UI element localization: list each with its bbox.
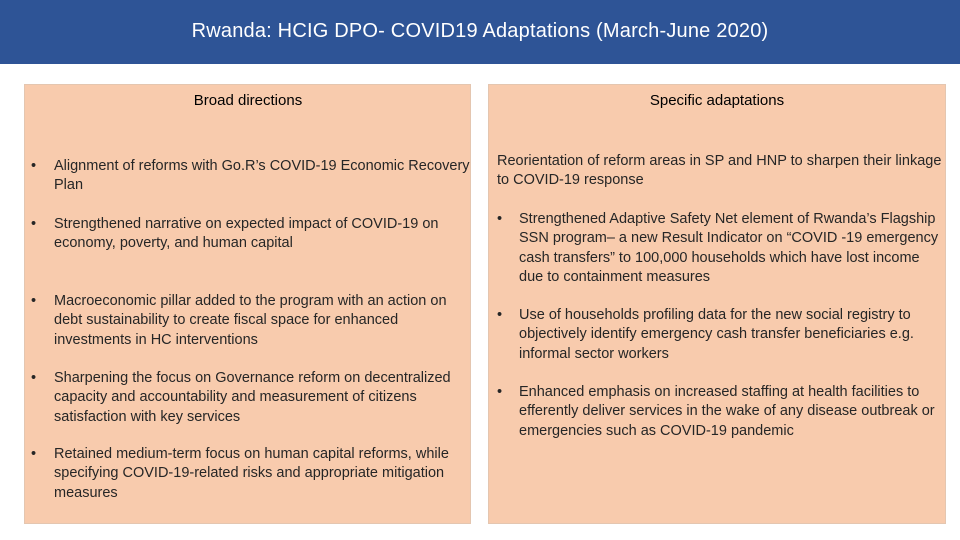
bullet-icon: • <box>31 293 37 309</box>
bullet-icon: • <box>31 216 37 232</box>
adaptation-text: Use of households profiling data for the new social registry to objectively identify emergency cash transfer beneficiaries e.g. informal sector workers <box>519 307 914 362</box>
broad-direction-text: Strengthened narrative on expected impact of COVID-19 on economy, poverty, and human capital <box>54 216 439 252</box>
adaptation-text: Enhanced emphasis on increased staffing at health facilities to efferently deliver services in the wake of any disease outbreak or emergencies such as COVID-19 pandemic <box>519 384 935 439</box>
bullet-icon: • <box>497 384 503 400</box>
specific-adaptations-heading: Specific adaptations <box>649 92 785 109</box>
broad-directions-heading: Broad directions <box>193 92 303 109</box>
bullet-icon: • <box>31 370 37 386</box>
broad-direction-text: Retained medium-term focus on human capital reforms, while specifying COVID-19-related risks and appropriate mitigation measures <box>54 446 449 501</box>
bullet-icon: • <box>497 307 503 323</box>
adaptations-intro: Reorientation of reform areas in SP and HNP to sharpen their linkage to COVID-19 response <box>497 153 942 189</box>
broad-directions-panel <box>24 84 471 524</box>
bullet-icon: • <box>31 446 37 462</box>
broad-direction-text: Macroeconomic pillar added to the program with an action on debt sustainability to create fiscal space for enhanced investments in HC interventions <box>54 293 447 348</box>
title-bar <box>0 0 960 64</box>
adaptation-text: Strengthened Adaptive Safety Net element of Rwanda’s Flagship SSN program– a new Result Indicator on “COVID -19 emergency cash transfers” to 100,000 households which have lost income due to containment measures <box>519 211 939 285</box>
broad-direction-text: Sharpening the focus on Governance reform on decentralized capacity and accountability and measurement of citizens satisfaction with key services <box>54 370 451 425</box>
broad-direction-text: Alignment of reforms with Go.R’s COVID-19 Economic Recovery Plan <box>54 158 470 194</box>
bullet-icon: • <box>497 211 503 227</box>
page-title: Rwanda: HCIG DPO- COVID19 Adaptations (March-June 2020) <box>191 19 769 42</box>
bullet-icon: • <box>31 158 37 174</box>
specific-adaptations-panel <box>488 84 946 524</box>
